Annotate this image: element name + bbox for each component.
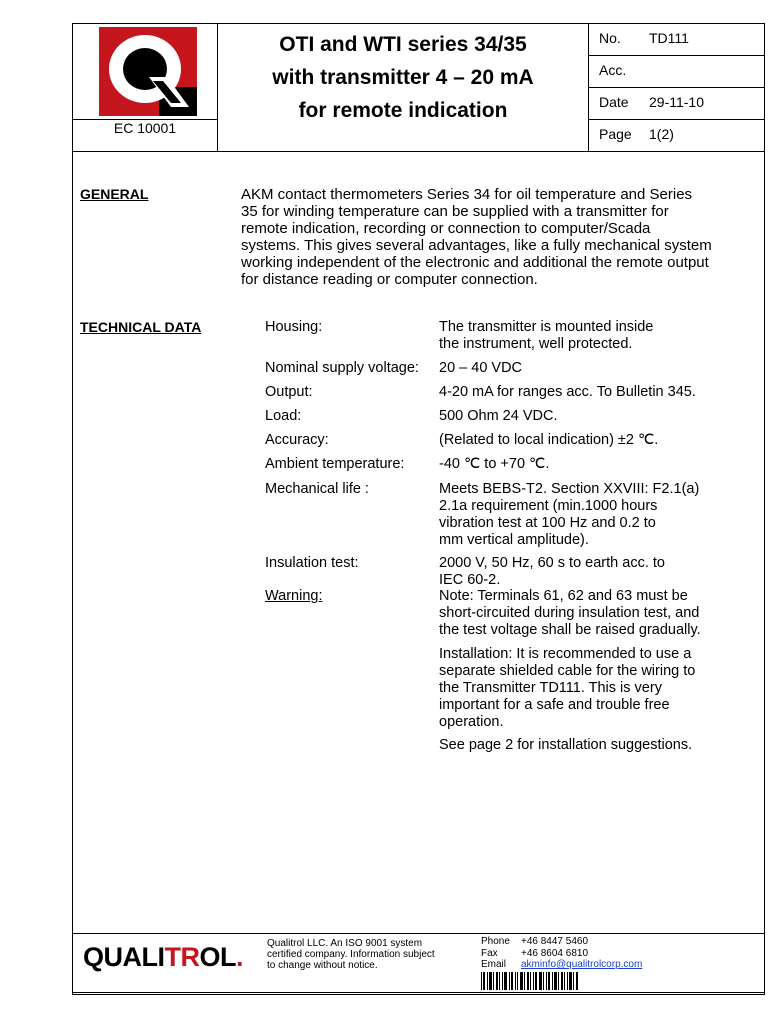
td-value-line: 2000 V, 50 Hz, 60 s to earth acc. to (439, 555, 665, 571)
td-label: Nominal supply voltage: (265, 360, 419, 376)
td-label: Ambient temperature: (265, 456, 405, 472)
brand-tr: TR (164, 942, 200, 972)
td-label: Insulation test: (265, 555, 359, 571)
td-value-line: Note: Terminals 61, 62 and 63 must be (439, 588, 688, 604)
td-value (439, 737, 739, 754)
brand-ua: UALI (103, 942, 165, 972)
meta-value: TD111 (649, 30, 689, 46)
qualitrol-q-logo-icon (99, 27, 197, 116)
ec-number: EC 10001 (113, 120, 177, 136)
disclaimer-line: to change without notice. (267, 960, 378, 971)
meta-date (589, 88, 765, 120)
td-value (439, 555, 739, 589)
qualitrol-wordmark-logo (83, 942, 243, 973)
disclaimer (267, 938, 457, 971)
td-label: Housing: (265, 319, 323, 335)
td-value-line: the test voltage shall be raised gradually. (439, 622, 701, 638)
td-value-line: operation. (439, 714, 504, 730)
td-value-line: mm vertical amplitude). (439, 532, 589, 548)
td-value-line: (Related to local indication) ±2 ℃. (439, 432, 659, 448)
td-value (439, 384, 739, 401)
phone-label: Phone (481, 936, 510, 947)
brand-dot: . (236, 942, 244, 972)
contact-info (481, 936, 642, 971)
fax-label: Fax (481, 947, 498, 959)
td-value (439, 646, 739, 731)
td-value-line: Meets BEBS-T2. Section XXVIII: F2.1(a) (439, 481, 700, 497)
meta-number (589, 24, 765, 56)
phone-row (481, 936, 642, 948)
td-label: Accuracy: (265, 432, 329, 448)
disclaimer-line: certified company. Information subject (267, 949, 435, 960)
email-link[interactable]: akminfo@qualitrolcorp.com (521, 959, 643, 970)
title-line: with transmitter 4 – 20 mA (272, 66, 534, 89)
fax-row (481, 948, 642, 960)
general-line: working independent of the electronic and additional the remote output (241, 254, 709, 271)
logo-cell (73, 24, 217, 120)
brand-ol: OL (199, 942, 237, 972)
email-row (481, 959, 642, 971)
td-value-line: Installation: It is recommended to use a (439, 646, 692, 662)
td-value-line: the Transmitter TD111. This is very (439, 680, 662, 696)
general-line: 35 for winding temperature can be supplied with a transmitter for (241, 203, 669, 220)
general-line: for distance reading or computer connection. (241, 271, 538, 288)
meta-acc (589, 56, 765, 88)
footer (72, 933, 765, 995)
td-value (439, 432, 739, 449)
td-value-line: 500 Ohm 24 VDC. (439, 408, 558, 424)
brand-q: Q (83, 942, 104, 972)
td-value-line: 4-20 mA for ranges acc. To Bulletin 345. (439, 384, 696, 400)
td-label: Mechanical life : (265, 481, 369, 497)
meta-label: Date (599, 94, 629, 110)
document-title (218, 24, 588, 127)
td-value-line: 20 – 40 VDC (439, 360, 523, 376)
general-text (241, 186, 741, 288)
td-value-line: The transmitter is mounted inside (439, 319, 654, 335)
td-value (439, 481, 739, 549)
general-line: AKM contact thermometers Series 34 for oil temperature and Series (241, 186, 693, 203)
title-line: OTI and WTI series 34/35 (279, 33, 527, 56)
td-value-line: See page 2 for installation suggestions. (439, 737, 693, 753)
meta-page (589, 120, 765, 151)
phone-value: +46 8447 5460 (521, 936, 589, 947)
td-value (439, 360, 739, 377)
td-value-line: separate shielded cable for the wiring to (439, 663, 696, 679)
meta-label: No. (599, 30, 621, 46)
td-value (439, 319, 739, 353)
email-label: Email (481, 959, 507, 970)
td-value-line: important for a safe and trouble free (439, 697, 670, 713)
general-line: systems. This gives several advantages, like a fully mechanical system (241, 237, 712, 254)
technical-heading: TECHNICAL DATA (80, 319, 202, 335)
title-line: for remote indication (298, 99, 508, 122)
td-value (439, 456, 739, 473)
td-label: Warning: (265, 588, 323, 604)
td-label: Load: (265, 408, 302, 424)
td-value-line: IEC 60-2. (439, 572, 501, 588)
td-value (439, 588, 739, 639)
td-value (439, 408, 739, 425)
td-value-line: 2.1a requirement (min.1000 hours (439, 498, 658, 514)
td-value-line: the instrument, well protected. (439, 336, 633, 352)
td-value-line: -40 ℃ to +70 ℃. (439, 456, 550, 472)
meta-label: Page (599, 126, 632, 142)
meta-value: 29-11-10 (649, 94, 705, 110)
general-line: remote indication, recording or connection to computer/Scada (241, 220, 651, 237)
barcode-icon (481, 972, 579, 990)
document-page (72, 23, 765, 993)
meta-value: 1(2) (649, 126, 674, 142)
td-label: Output: (265, 384, 313, 400)
fax-value: +46 8604 6810 (521, 947, 589, 959)
general-heading: GENERAL (80, 186, 149, 202)
meta-label: Acc. (599, 62, 627, 78)
header-block (73, 24, 764, 152)
td-value-line: short-circuited during insulation test, and (439, 605, 700, 621)
disclaimer-line: Qualitrol LLC. An ISO 9001 system (267, 938, 423, 949)
td-value-line: vibration test at 100 Hz and 0.2 to (439, 515, 656, 531)
